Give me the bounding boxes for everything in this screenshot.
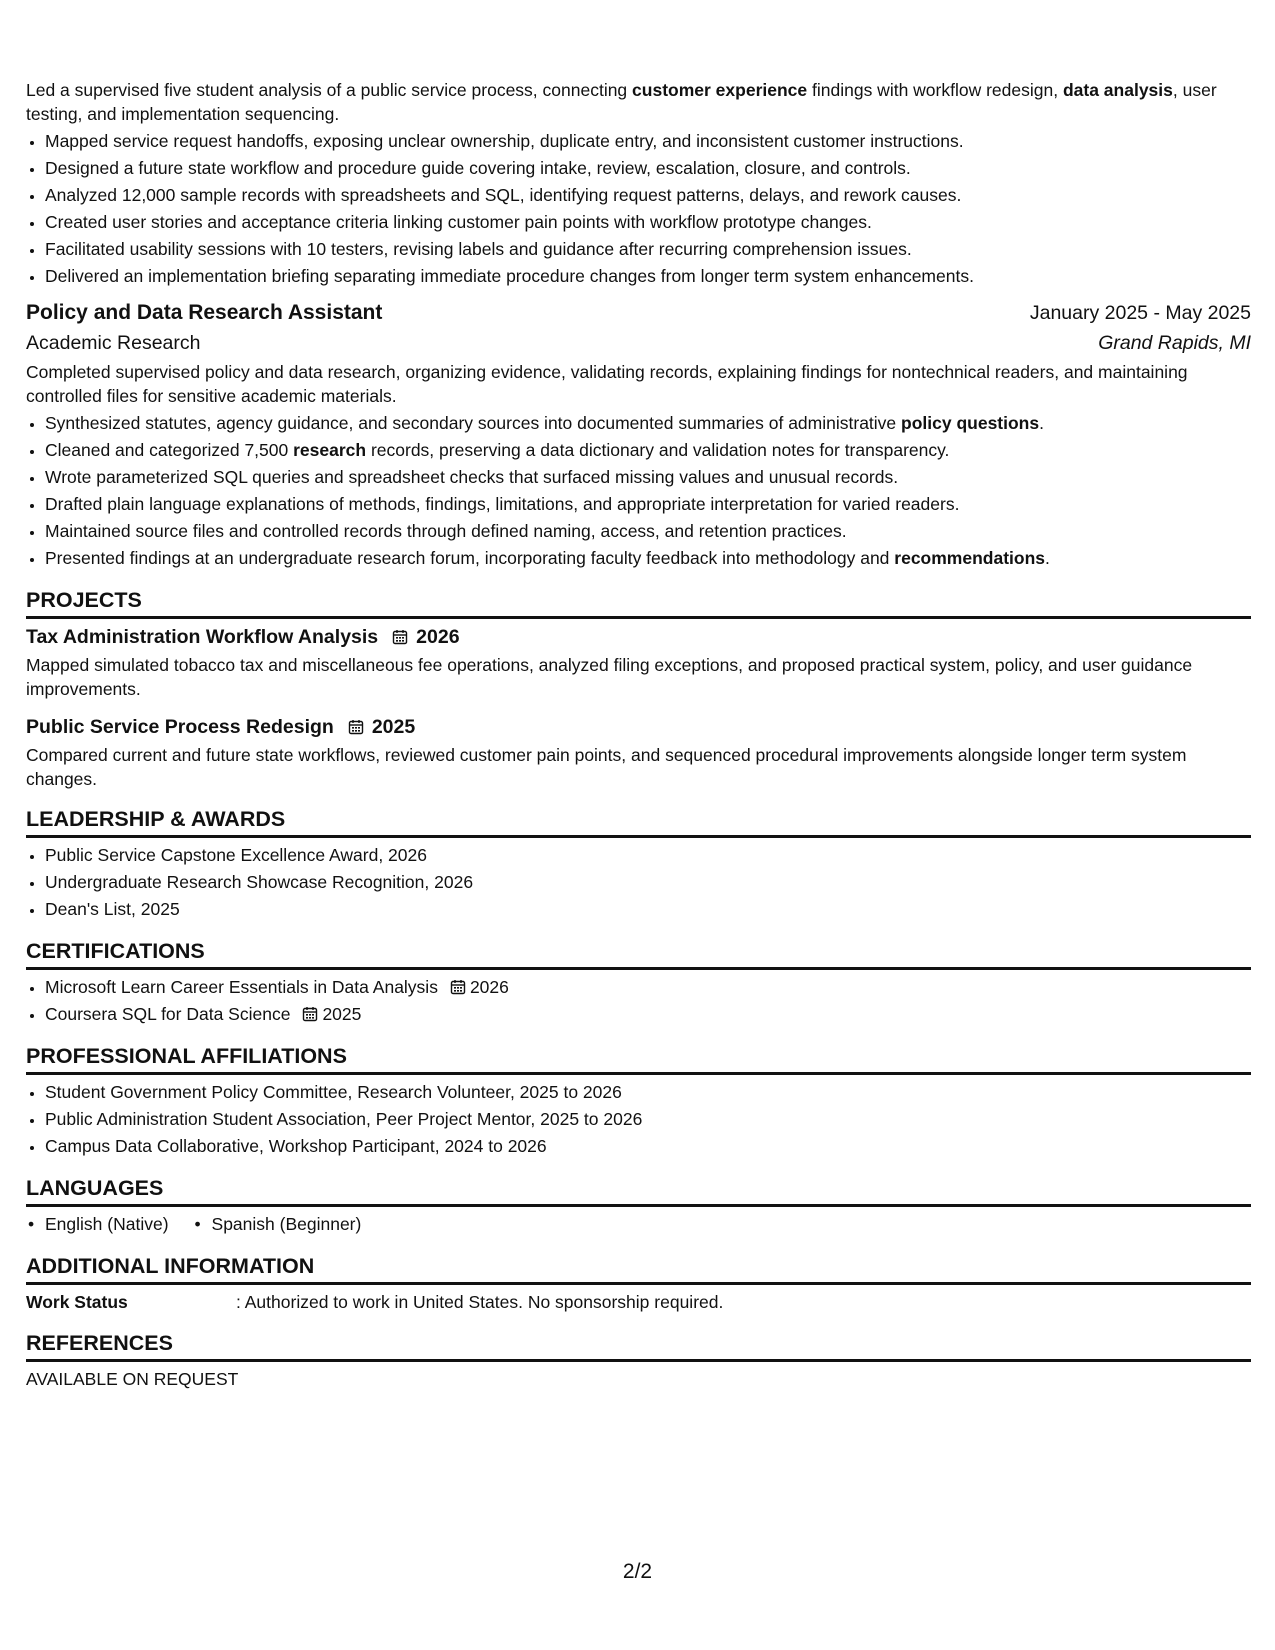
award-item: • Public Service Capstone Excellence Award, 2026 bbox=[45, 842, 1251, 869]
job-title: Policy and Data Research Assistant bbox=[26, 301, 383, 324]
section-heading: PROJECTS bbox=[26, 586, 1251, 619]
affiliation-item: • Student Government Policy Committee, Research Volunteer, 2025 to 2026 bbox=[45, 1079, 1251, 1106]
text-run: Cleaned and categorized 7,500 bbox=[45, 440, 294, 460]
section-heading: ADDITIONAL INFORMATION bbox=[26, 1252, 1251, 1285]
project-item bbox=[26, 623, 1251, 701]
text-run: Led a supervised five student analysis of a public service process, connecting bbox=[26, 80, 633, 100]
project-title: Tax Administration Workflow Analysis bbox=[26, 626, 379, 648]
affiliation-item: • Campus Data Collaborative, Workshop Participant, 2024 to 2026 bbox=[45, 1133, 1251, 1160]
job-bullets bbox=[26, 410, 1251, 572]
certifications-section bbox=[26, 937, 1251, 1028]
certification-year: 2025 bbox=[322, 1004, 362, 1024]
bold-text: recommendations bbox=[894, 548, 1046, 568]
job-dates: January 2025 - May 2025 bbox=[1029, 302, 1251, 324]
section-heading: CERTIFICATIONS bbox=[26, 937, 1251, 970]
additional-info-section bbox=[26, 1252, 1251, 1315]
bullet-item bbox=[45, 182, 1251, 209]
bullet-item bbox=[45, 128, 1251, 155]
award-item: • Dean's List, 2025 bbox=[45, 896, 1251, 923]
languages-section bbox=[26, 1174, 1251, 1238]
text-run: Drafted plain language explanations of methods, findings, limitations, and appropriate interpretation for varied readers. bbox=[45, 494, 960, 514]
bullet-item bbox=[45, 518, 1251, 545]
language-item: • English (Native) bbox=[26, 1211, 169, 1238]
calendar-icon bbox=[392, 629, 408, 645]
text-run: Analyzed 12,000 sample records with spreadsheets and SQL, identifying request patterns, delays, and rework causes. bbox=[45, 185, 962, 205]
job-organization: Academic Research bbox=[26, 332, 201, 354]
job-entry bbox=[26, 298, 1251, 572]
text-run: Facilitated usability sessions with 10 testers, revising labels and guidance after recurring comprehension issues. bbox=[45, 239, 912, 259]
references-text: AVAILABLE ON REQUEST bbox=[26, 1369, 239, 1389]
text-run: Completed supervised policy and data research, organizing evidence, validating records, explaining findings for nontechnical readers, and maintaining controlled files for sensitive academic materials. bbox=[26, 362, 1188, 406]
page-number: 2/2 bbox=[622, 1560, 653, 1583]
bullet-item bbox=[45, 437, 1251, 464]
bold-text: research bbox=[293, 440, 367, 460]
text-run: . bbox=[1039, 413, 1044, 433]
project-year: 2025 bbox=[371, 716, 416, 738]
project-description: Compared current and future state workflows, reviewed customer pain points, and sequenced procedural improvements alongside longer term system changes. bbox=[26, 745, 1187, 789]
text-run: Mapped service request handoffs, exposing unclear ownership, duplicate entry, and inconsistent customer instructions. bbox=[45, 131, 964, 151]
bold-text: data analysis bbox=[1062, 80, 1173, 100]
text-run: , user testing, and implementation sequencing. bbox=[26, 80, 1217, 124]
section-heading: PROFESSIONAL AFFILIATIONS bbox=[26, 1042, 1251, 1075]
language-item: • Spanish (Beginner) bbox=[193, 1211, 362, 1238]
text-run: findings with workflow redesign, bbox=[807, 80, 1063, 100]
bold-text: customer experience bbox=[632, 80, 808, 100]
certification-year: 2026 bbox=[469, 977, 509, 997]
references-section bbox=[26, 1329, 1251, 1392]
text-run: Maintained source files and controlled records through defined naming, access, and retention practices. bbox=[45, 521, 847, 541]
work-status-value: : Authorized to work in United States. No sponsorship required. bbox=[236, 1292, 724, 1312]
text-run: Synthesized statutes, agency guidance, and secondary sources into documented summaries of administrative bbox=[45, 413, 902, 433]
section-heading: REFERENCES bbox=[26, 1329, 1251, 1362]
job-location: Grand Rapids, MI bbox=[1098, 332, 1251, 354]
text-run: records, preserving a data dictionary and validation notes for transparency. bbox=[366, 440, 950, 460]
affiliations-section bbox=[26, 1042, 1251, 1160]
text-run: Delivered an implementation briefing separating immediate procedure changes from longer term system enhancements. bbox=[45, 266, 974, 286]
entry-summary bbox=[26, 78, 1251, 126]
project-item bbox=[26, 713, 1251, 791]
bullet-item bbox=[45, 263, 1251, 290]
project-year: 2026 bbox=[416, 626, 460, 648]
section-heading: LEADERSHIP & AWARDS bbox=[26, 805, 1251, 838]
work-status-label: Work Status bbox=[26, 1292, 128, 1312]
entry-bullets bbox=[26, 128, 1251, 290]
bullet-item bbox=[45, 410, 1251, 437]
project-title: Public Service Process Redesign bbox=[26, 716, 334, 738]
project-description: Mapped simulated tobacco tax and miscellaneous fee operations, analyzed filing exceptions, and proposed practical system, policy, and user guidance improvements. bbox=[26, 655, 1193, 699]
calendar-icon bbox=[450, 979, 466, 995]
bullet-item bbox=[45, 209, 1251, 236]
certification-item bbox=[45, 974, 1251, 1001]
section-heading: LANGUAGES bbox=[26, 1174, 1251, 1207]
resume-page bbox=[26, 78, 1251, 1392]
award-item: • Undergraduate Research Showcase Recognition, 2026 bbox=[45, 869, 1251, 896]
text-run: Presented findings at an undergraduate research forum, incorporating faculty feedback into methodology and bbox=[45, 548, 895, 568]
certification-name: Microsoft Learn Career Essentials in Data Analysis bbox=[45, 977, 438, 997]
job-summary bbox=[26, 360, 1251, 408]
text-run: Designed a future state workflow and procedure guide covering intake, review, escalation, closure, and controls. bbox=[45, 158, 911, 178]
bullet-item bbox=[45, 155, 1251, 182]
projects-section bbox=[26, 586, 1251, 791]
bullet-item bbox=[45, 236, 1251, 263]
calendar-icon bbox=[348, 719, 364, 735]
certification-item bbox=[45, 1001, 1251, 1028]
text-run: . bbox=[1045, 548, 1050, 568]
affiliation-item: • Public Administration Student Association, Peer Project Mentor, 2025 to 2026 bbox=[45, 1106, 1251, 1133]
bullet-item bbox=[45, 491, 1251, 518]
leadership-section bbox=[26, 805, 1251, 923]
bullet-item bbox=[45, 545, 1251, 572]
calendar-icon bbox=[302, 1006, 318, 1022]
text-run: Wrote parameterized SQL queries and spreadsheet checks that surfaced missing values and unusual records. bbox=[45, 467, 899, 487]
bullet-item bbox=[45, 464, 1251, 491]
text-run: Created user stories and acceptance criteria linking customer pain points with workflow prototype changes. bbox=[45, 212, 872, 232]
certification-name: Coursera SQL for Data Science bbox=[45, 1004, 291, 1024]
bold-text: policy questions bbox=[901, 413, 1040, 433]
